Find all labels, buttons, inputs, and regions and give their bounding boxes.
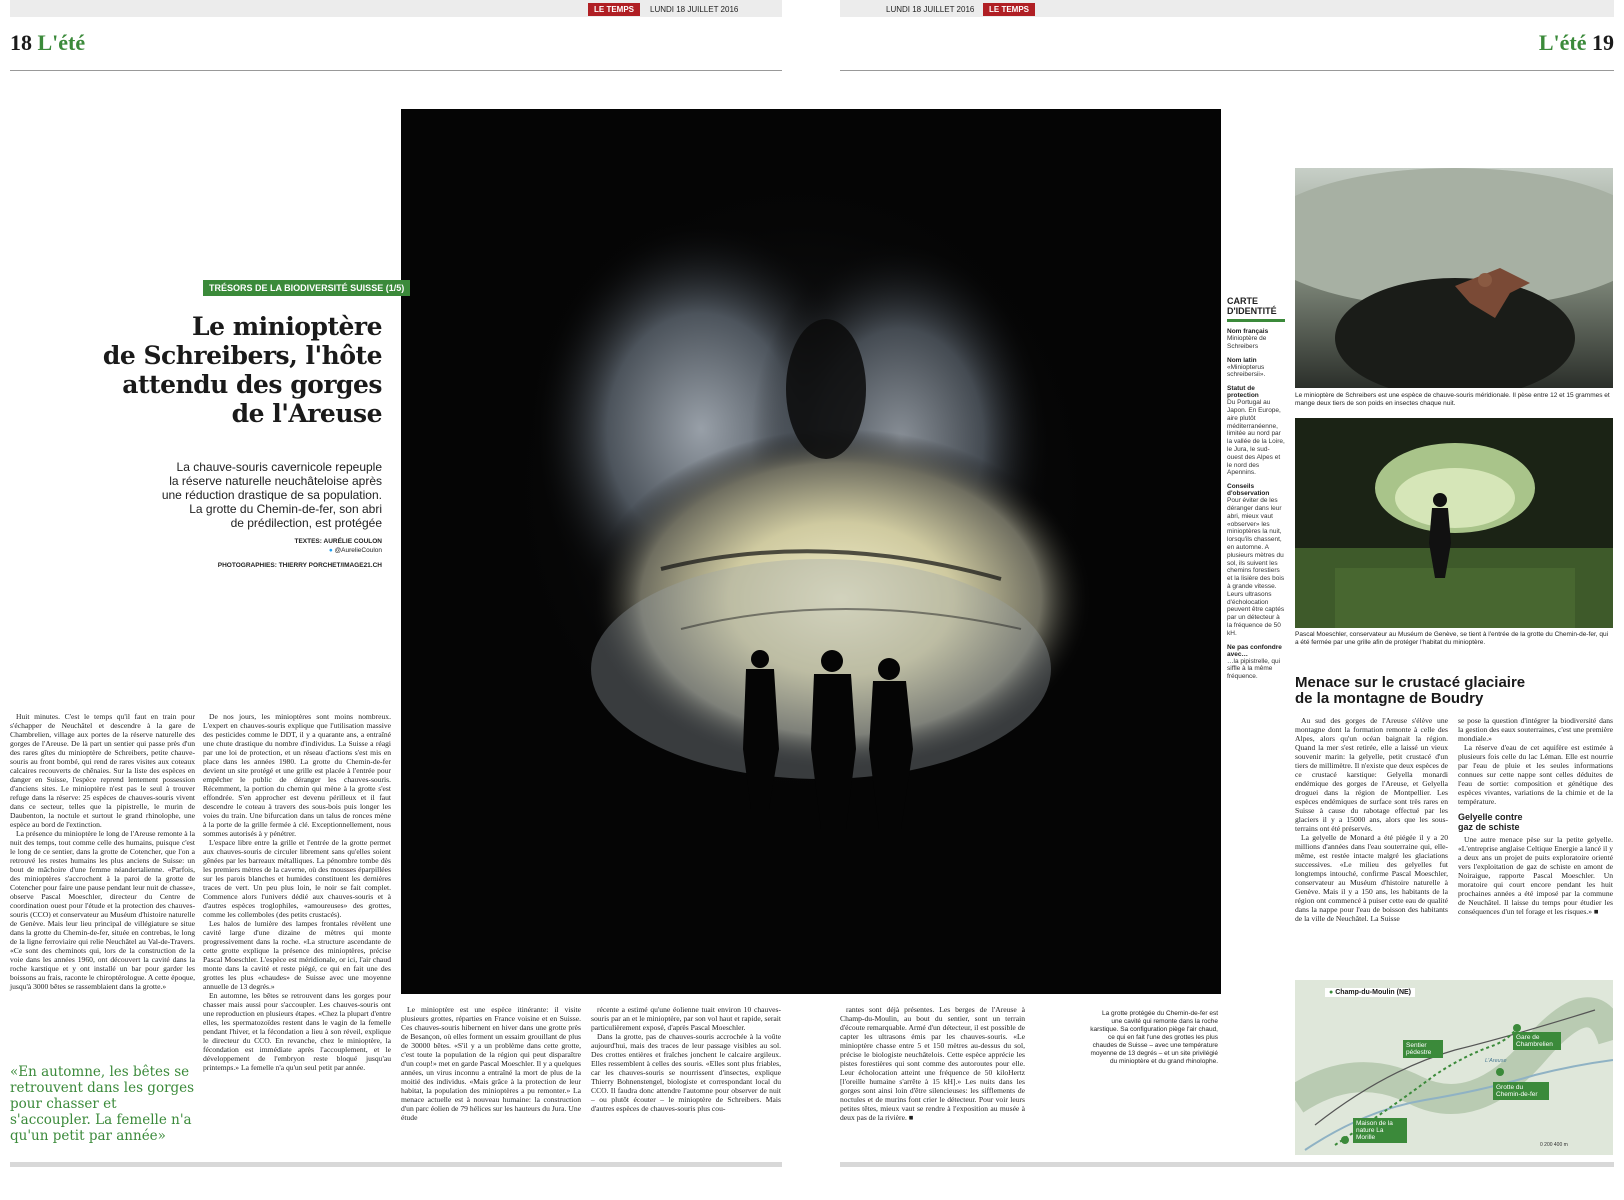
map-label-river: L'Areuse	[1485, 1058, 1507, 1064]
map-label-gare: Gare de Chambrelien	[1513, 1032, 1561, 1050]
grotte-marker	[1496, 1068, 1504, 1076]
article-lede: La chauve-souris cavernicole repeuple la réserve naturelle neuchâteloise après une réduction drastique de sa population. La grotte du Chemin-de-fer, son abri de prédilection, est protégée	[161, 460, 382, 530]
headline-line: de Schreibers, l'hôte	[102, 341, 382, 370]
page-folio-left	[10, 30, 85, 56]
article-column-3: Le minioptère est une espèce itinérante: il visite plusieurs grottes, réparties en France voisine et en Suisse. Ces chauves-souris hibernent en hiver dans une grotte près de Besançon, où elles forment un essaim grouillant de plus de 30000 bêtes. «S'il y a un problème dans cette grotte, c'est toute la population de la région qui peut disparaître d'un coup!» met en garde Pascal Moeschler. Il y a quelques années, un virus inconnu a entraîné la mort de plus de la moitié des individus. «Mais grâce à la protection de leur habitat, la population des minioptères a pu remonter.» La menace actuelle est à nouveau humaine: la construction d'un parc éolien de 79 hélices sur les hauteurs du Jura. Une étude	[401, 1005, 581, 1122]
bat-photo	[1295, 168, 1613, 388]
header-rule	[10, 70, 782, 71]
sidebar-column-1: Au sud des gorges de l'Areuse s'élève une montagne dont la formation remonte à celle des Alpes, alors qu'un océan baignait la région. Quand la mer s'est retirée, elle a laissé un vieux souvenir marin: la gelyelle, petit crustacé d'un tiers de millimètre. Il n'existe que deux espèces de ce crustacé karstique: Gelyella monardi endémique des gorges de l'Areuse, et Gelyella droguei dans la région de Montpellier. Les espèces endémiques de surface sont très rares en Suisse à cause du rabotage effectué par les glaciers il y a 15000 ans, alors que les sous-terrains ont été préservés. La gelyelle de Monard a été piégée il y a 20 millions d'années dans l'eau souterraine qui, elle-même, est restée intacte malgré les glaciations successives. «Le milieu des gelyelles fut longtemps intouché, confirme Pascal Moeschler, conservateur au Muséum d'histoire naturelle à Genève. Mais il y a 150 ans, les habitants de la région ont commencé à puiser cette eau de qualité dans la nappe pour l'eau de boisson des habitants de la ville de Neuchâtel. La Suisse	[1295, 716, 1448, 923]
map-illustration	[1295, 980, 1613, 1155]
cave-entrance-photo	[1295, 418, 1613, 628]
sidebar-headline: Menace sur le crustacé glaciaire de la montagne de Boudry	[1295, 674, 1526, 707]
page-folio-right	[1539, 30, 1614, 56]
id-card-item: Nom français Minioptère de Schreibers	[1227, 328, 1269, 350]
headline-line: attendu des gorges	[122, 370, 382, 399]
headline-line: de l'Areuse	[231, 399, 382, 428]
map-scale: 0 200 400 m	[1540, 1142, 1568, 1148]
bat-illustration	[1295, 168, 1613, 388]
twitter-handle[interactable]: ● @AurelieCoulon	[328, 547, 382, 554]
sidebar-subhead: Gelyelle contre gaz de schiste	[1458, 812, 1523, 832]
maison-marker	[1341, 1136, 1349, 1144]
pull-quote: «En automne, les bêtes se retrouvent dans les gorges pour chasser et s'accoupler. La femelle n'a qu'un petit par année»	[10, 1064, 195, 1144]
footer-bar-right	[840, 1162, 1614, 1167]
cave-entrance-caption: Pascal Moeschler, conservateur au Muséum de Genève, se tient à l'entrée de la grotte du Chemin-de-fer, qui a été fermée par une grille afin de protéger l'habitat du minioptère.	[1295, 631, 1609, 646]
id-card-title: CARTE D'IDENTITÉ	[1227, 296, 1277, 316]
id-card-item: Nom latin «Miniopterus schreibersii».	[1227, 356, 1266, 379]
id-card	[1227, 296, 1285, 681]
page-number: 18	[10, 30, 32, 55]
id-card-item: Conseils d'observation Pour éviter de les déranger dans leur abri, mieux vaut «observer» les minioptères la nuit, lorsqu'ils chassent, en automne. A plusieurs mètres du sol, ils suivent les chemins forestiers et la lisière des bois à grande vitesse. Leurs ultrasons d'écholocation peuvent être captés par un détecteur à la fréquence de 50 kH.	[1227, 483, 1285, 637]
id-card-item: Ne pas confondre avec… …la pipistrelle, qui siffle à la même fréquence.	[1227, 643, 1282, 681]
cave-photo	[401, 109, 1221, 994]
series-kicker: TRÉSORS DE LA BIODIVERSITÉ SUISSE (1/5)	[203, 280, 410, 296]
brand-logo: LE TEMPS	[588, 3, 640, 16]
page-date: LUNDI 18 JUILLET 2016	[650, 5, 739, 14]
bat-photo-caption: Le minioptère de Schreibers est une espèce de chauve-souris méridionale. Il pèse entre 12 et 15 grammes et mange deux tiers de son poids en insectes chaque nuit.	[1295, 392, 1610, 407]
map-label-sentier: Sentier pédestre	[1403, 1040, 1443, 1058]
article-headline	[60, 312, 382, 428]
section-name: L'été	[37, 30, 86, 55]
map-label-maison: Maison de la nature La Morille	[1353, 1118, 1407, 1143]
photo-credit: PHOTOGRAPHIES: THIERRY PORCHET/IMAGE21.CH	[217, 562, 382, 569]
map-label-grotte: Grotte du Chemin-de-fer	[1493, 1082, 1549, 1100]
cave-illustration	[401, 109, 1221, 994]
brand-logo: LE TEMPS	[983, 3, 1035, 16]
main-photo-caption: La grotte protégée du Chemin-de-fer est une cavité qui remonte dans la roche karstique. Sa configuration piège l'air chaud, ce qui en fait l'une des grottes les plus chaudes de Suisse – avec une température moyenne de 13 degrés – et un site privilégié du minioptère et du grand rhinolophe.	[1090, 1010, 1218, 1065]
twitter-bird-icon: ●	[328, 547, 333, 554]
article-column-2: De nos jours, les minioptères sont moins nombreux. L'expert en chauves-souris explique que l'utilisation massive des pesticides comme le DDT, il y a quarante ans, a entraîné une chute drastique du nombre d'individus. La Suisse a réagi par une loi de protection, et un réseau d'actions s'est mis en place dans les années 1980. La grotte du Chemin-de-fer devient un site protégé et une grille est placée à l'entrée pour empêcher le public de déranger les chauves-souris. Récemment, la portion du chemin qui mène à la grotte s'est effondrée. S'en approcher est devenu périlleux et il faut descendre le coteau à travers des sous-bois puis longer les voies du train. Une bifurcation dans un talus de ronces mène à la porte de la grille fermée à clé. Exceptionnellement, nous sommes autorisés à y pénétrer. L'espace libre entre la grille et l'entrée de la grotte permet aux chauves-souris de circuler librement sans qu'elles soient gênées par les barreaux métalliques. La pénombre tombe dès les premiers mètres de la caverne, où des mousses éparpillées sur les parois blanches et humides constituent les dernières traces de vert. Un peu plus loin, le noir se fait complet. Commence alors l'univers dédié aux chauves-souris et à d'autres espèces troglophiles, «amoureuses» des grottes, comme les collemboles (des petits crustacés). Les halos de lumière des lampes frontales révèlent une cavité large d'une dizaine de mètres qui monte progressivement dans la roche. «La structure ascendante de cette grotte explique la présence des minioptères, précise Pascal Moeschler. L'espèce est méridionale, or ici, l'air chaud monte dans la cavité et reste piégé, ce qui en fait une des grottes les plus «chaudes» de Suisse avec une moyenne annuelle de 13 degrés.» En automne, les bêtes se retrouvent dans les gorges pour chasser mais aussi pour s'accoupler. Les chauves-souris ont une reproduction en plusieurs étapes. «Chez la plupart d'entre elles, les spermatozoïdes restent dans le vagin de la femelle pendant l'hiver, et la fécondation a lieu à son réveil, explique le directeur du CCO. En revanche, chez le minioptère, la fécondation est immédiate après l'accouplement, et le développement de l'embryon reste bloqué jusqu'au printemps.» La femelle n'a qu'un seul petit par année.	[203, 712, 391, 1072]
right-page-topbar	[840, 0, 1614, 17]
article-column-4: récente a estimé qu'une éolienne tuait environ 10 chauves-souris par an et le minioptère, par son vol haut et rapide, serait particulièrement exposé, d'après Pascal Moeschler. Dans la grotte, pas de chauves-souris accrochée à la voûte aujourd'hui, mais des traces de leur passage visibles au sol. Des crottes entières et fraîches jonchent le calcaire argileux. Elles ressemblent à celles des souris. «Elles sont plus friables, car les chauves-souris se nourrissent d'insectes, explique Thierry Bohnenstengel, biologiste et correspondant local du CCO. Il faudra donc attendre l'automne pour observer de nuit – ou plutôt écouter – le minioptère de Schreibers. Mais d'autres espèces de chauves-souris plus cou-	[591, 1005, 781, 1113]
location-map	[1295, 980, 1613, 1155]
id-card-item: Statut de protection Du Portugal au Japon. En Europe, aire plutôt méditerranéenne, limitée au nord par la vallée de la Loire, le Jura, le sud-ouest des Alpes et le nord des Apennins.	[1227, 385, 1285, 477]
section-name: L'été	[1538, 30, 1587, 55]
page-date: LUNDI 18 JUILLET 2016	[886, 5, 975, 14]
gare-marker	[1513, 1024, 1521, 1032]
id-card-rule	[1227, 319, 1285, 322]
headline-line: Le minioptère	[192, 312, 382, 341]
header-rule	[840, 70, 1614, 71]
article-column-5: rantes sont déjà présentes. Les berges de l'Areuse à Champ-du-Moulin, au bout du sentier, sont un terrain d'écoute remarquable. Armé d'un détecteur, il est possible de capter les ultrasons émis par les chauves-souris. «Le minioptère chasse entre 5 et 150 mètres au-dessus du sol, précise le biologiste neuchâtelois. Cette espèce apprécie les pistes forestières qui sont comme des autoroutes pour elle. Leur écholocation atteint une fréquence de 50 kiloHertz [l'oreille humaine s'arrête à 15 kH].» Les nuits dans les gorges sont ainsi loin d'être silencieuses: les sifflements de noctules et de murins font crier le détecteur. Pour voir leurs petites têtes, mieux vaut se rendre à l'exposition au musée à deux pas de la rivière. ■	[840, 1005, 1025, 1122]
left-page-topbar	[10, 0, 782, 17]
map-pin-label: ● Champ-du-Moulin (NE)	[1325, 988, 1415, 997]
article-column-1: Huit minutes. C'est le temps qu'il faut en train pour s'échapper de Neuchâtel et descendre à la gare de Chambrelien, village aux portes de la réserve naturelle des gorges de l'Areuse. De là part un sentier qui passe près d'un des rares gîtes du minioptère de Schreibers, petite chauve-souris au front bombé, qui rend de rares visites aux coteaux calcaires recouverts de chênaies. Sur la liste des espèces en danger en Suisse, l'espèce reprend lentement possession d'anciens sites. Le minioptère n'est pas le seul à trouver refuge dans la réserve: 25 espèces de chauves-souris vivent dans ce secteur, telles que la pipistrelle, le murin de Daubenton, la noctule et surtout le grand rhinolophe, une espèce au bord de l'extinction. La présence du minioptère le long de l'Areuse remonte à la nuit des temps, tout comme celle des humains, puisque c'est le long de ce sentier, dans la grotte de Cotencher, que l'on a retrouvé les restes humains les plus anciens de Suisse: un bout de mâchoire d'une femme néandertalienne. «Parfois, des minioptères s'accrochent à la paroi de la grotte de Cotencher pour faire une pause pendant leur nuit de chasse», observe Pascal Moeschler, directeur du Centre de coordination ouest pour l'étude et la protection des chauves-souris (CCO) et conservateur au Muséum d'histoire naturelle de Genève. Mais leur lieu principal de villégiature se situe dans la grotte du Chemin-de-fer, située en contrebas, le long de la ligne ferroviaire qui relie Neuchâtel au Val-de-Travers. «Ce sont des cheminots qui, lors de la construction de la voie dans les années 1960, ont découvert la cavité dans la roche karstique et y ont installé un bar pour garder les boissons au frais, raconte le chiroptérologue. A cette époque, jusqu'à 3000 bêtes se rassemblaient dans la grotte.»	[10, 712, 195, 991]
sidebar-column-2: se pose la question d'intégrer la biodiversité dans la gestion des eaux souterraines, c'est une première mondiale.» La réserve d'eau de cet aquifère est estimée à plusieurs fois celle du lac Léman. Elle est nourrie par l'eau de pluie et les seules informations connues sur cette nappe sont celles déduites de l'eau de sortie: composition et génétique des espèces vivantes, variations de la chimie et de la température. Gelyelle contre gaz de schiste Une autre menace pèse sur la petite gelyelle. «L'entreprise anglaise Celtique Energie a lancé il y a deux ans un projet de puits exploratoire orienté vers l'exploitation de gaz de schiste en amont de Noiraigue, rapporte Pascal Moeschler. Un moratoire qui court encore pendant les huit prochaines années a été imposé par la commune de Neuchâtel. Il laisse du temps pour étudier les conséquences d'un tel forage et les risques.» ■	[1458, 716, 1613, 916]
byline	[160, 538, 382, 569]
cave-entrance-illustration	[1295, 418, 1613, 628]
map-pin-icon: ●	[1329, 989, 1334, 996]
page-number: 19	[1592, 30, 1614, 55]
author-credit: TEXTES: AURÉLIE COULON	[294, 538, 382, 545]
footer-bar-left	[10, 1162, 782, 1167]
